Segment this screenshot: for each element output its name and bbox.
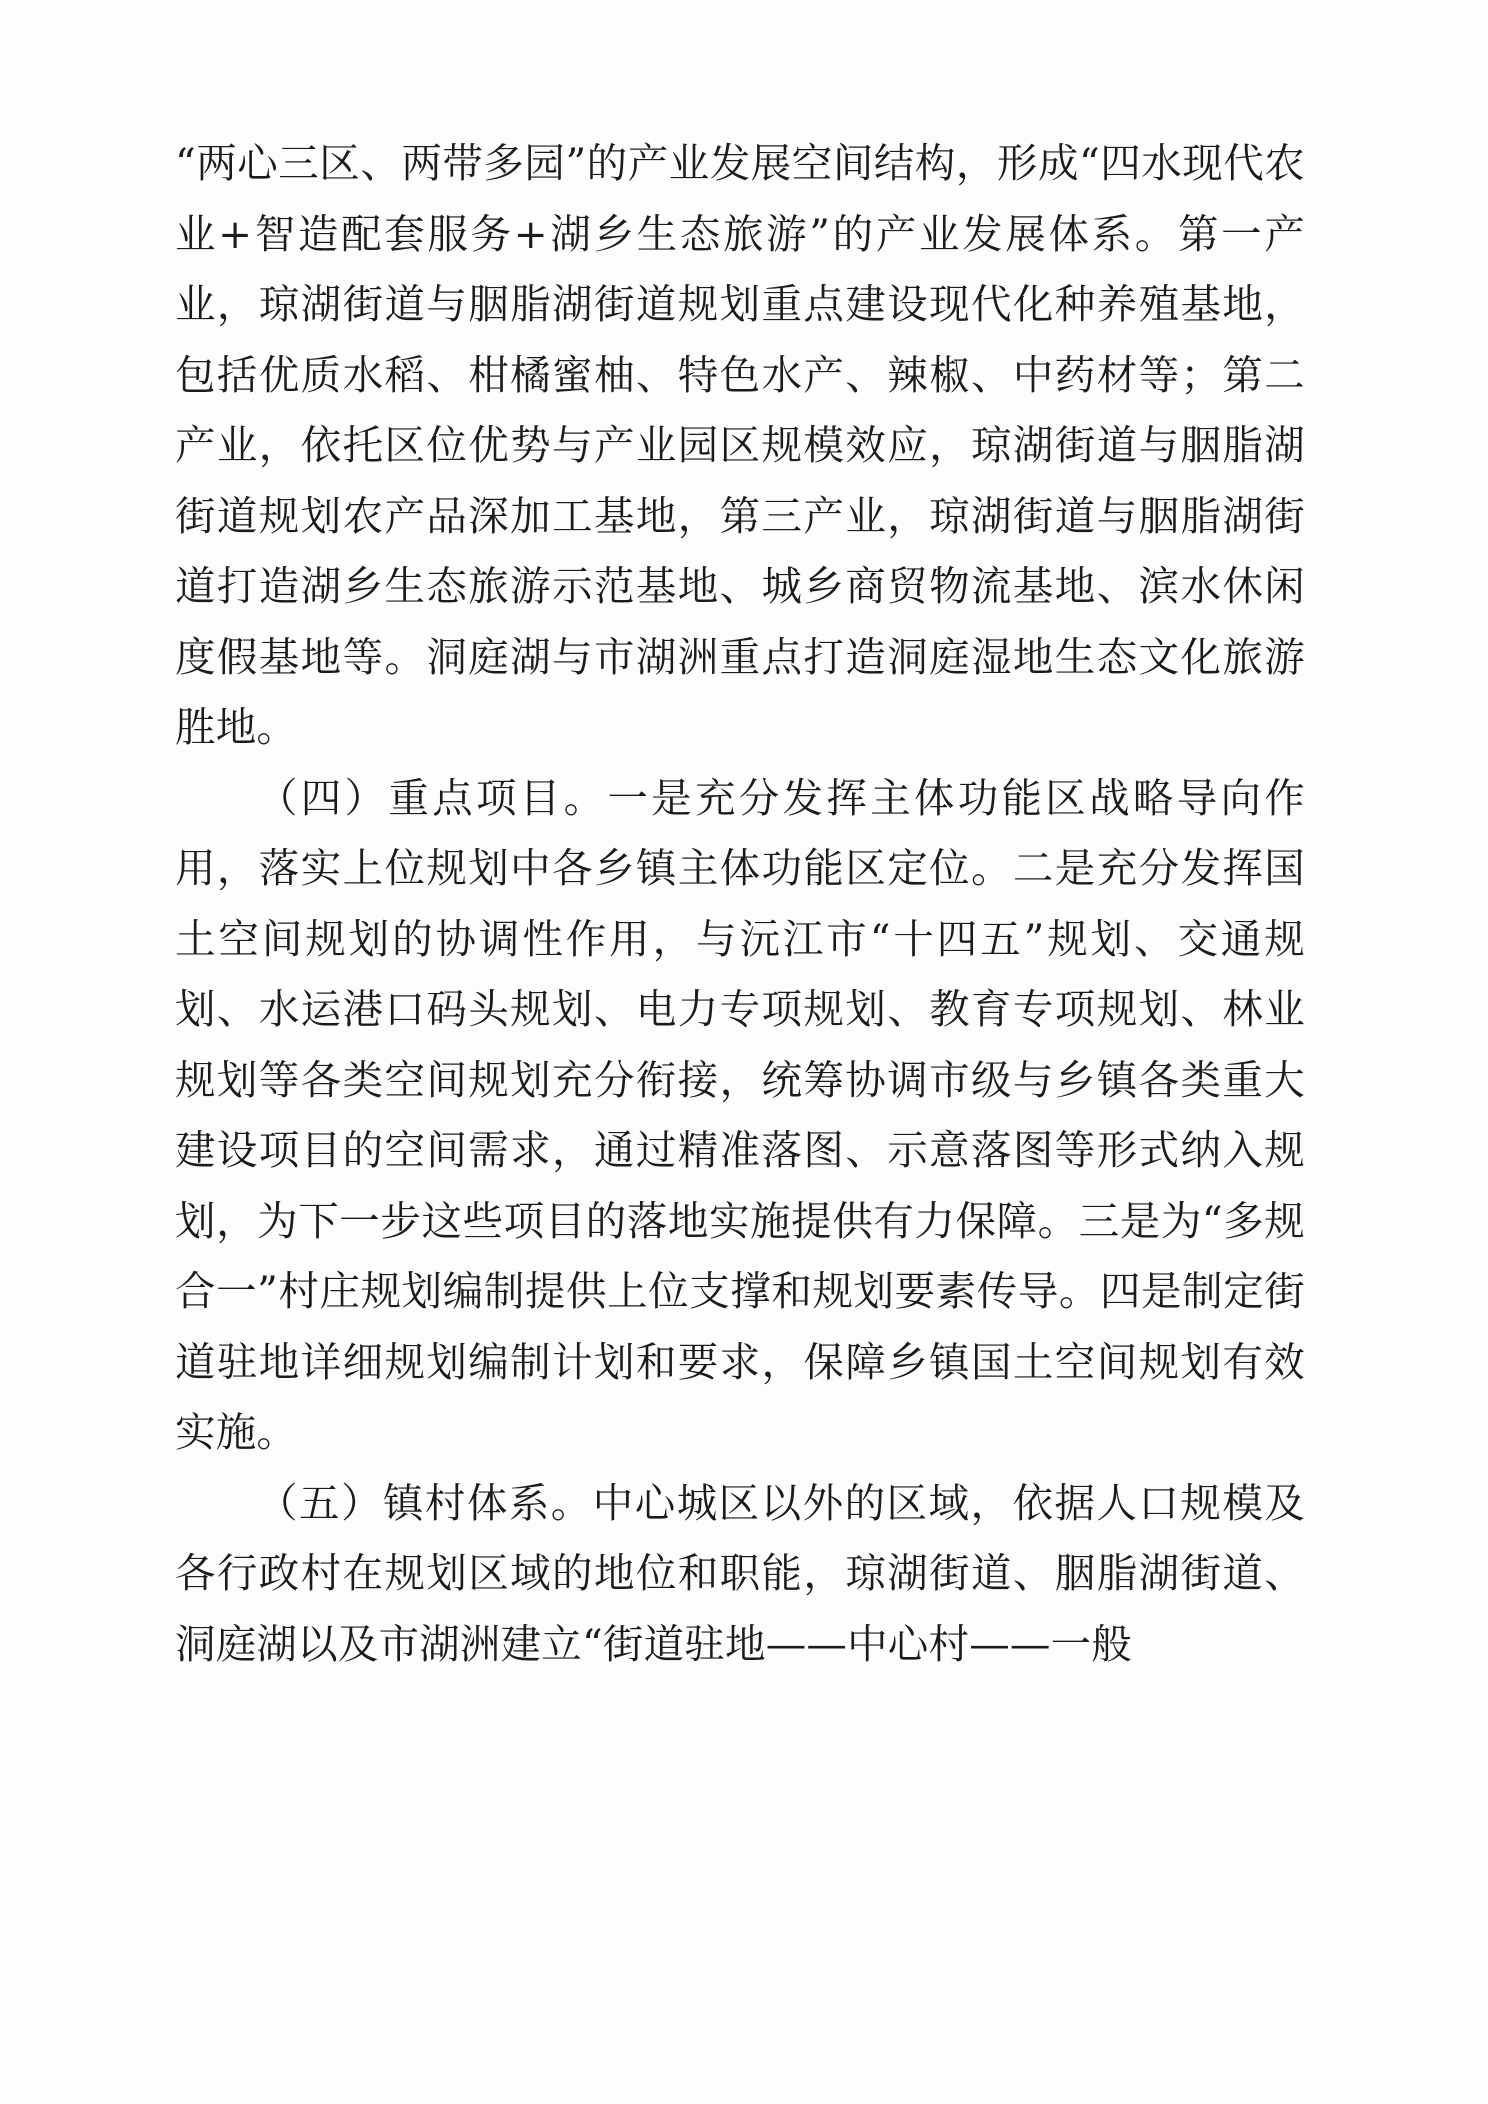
paragraph-key-projects: （四）重点项目。一是充分发挥主体功能区战略导向作用，落实上位规划中各乡镇主体功能区定位。二是充分发挥国土空间规划的协调性作用，与沅江市“十四五”规划、交通规划、水运港口码头规划、电力专项规划、教育专项规划、林业规划等各类空间规划充分衔接，统筹协调市级与乡镇各类重大建设项目的空间需求，通过精准落图、示意落图等形式纳入规划，为下一步这些项目的落地实施提供有力保障。三是为“多规合一”村庄规划编制提供上位支撑和规划要素传导。四是制定街道驻地详细规划编制计划和要求，保障乡镇国土空间规划有效实施。 [175, 773, 1305, 1456]
paragraph-town-village-system: （五）镇村体系。中心城区以外的区域，依据人口规模及各行政村在规划区域的地位和职能，琼湖街道、胭脂湖街道、洞庭湖以及市湖洲建立“街道驻地——中心村——一般 [175, 1478, 1305, 1668]
paragraph-continuation: “两心三区、两带多园”的产业发展空间结构，形成“四水现代农业+智造配套服务+湖乡生态旅游”的产业发展体系。第一产业，琼湖街道与胭脂湖街道规划重点建设现代化种养殖基地，包括优质水稻、柑橘蜜柚、特色水产、辣椒、中药材等；第二产业，依托区位优势与产业园区规模效应，琼湖街道与胭脂湖街道规划农产品深加工基地，第三产业，琼湖街道与胭脂湖街道打造湖乡生态旅游示范基地、城乡商贸物流基地、滨水休闲度假基地等。洞庭湖与市湖洲重点打造洞庭湿地生态文化旅游胜地。 [175, 139, 1305, 751]
document-body [175, 128, 1305, 1679]
